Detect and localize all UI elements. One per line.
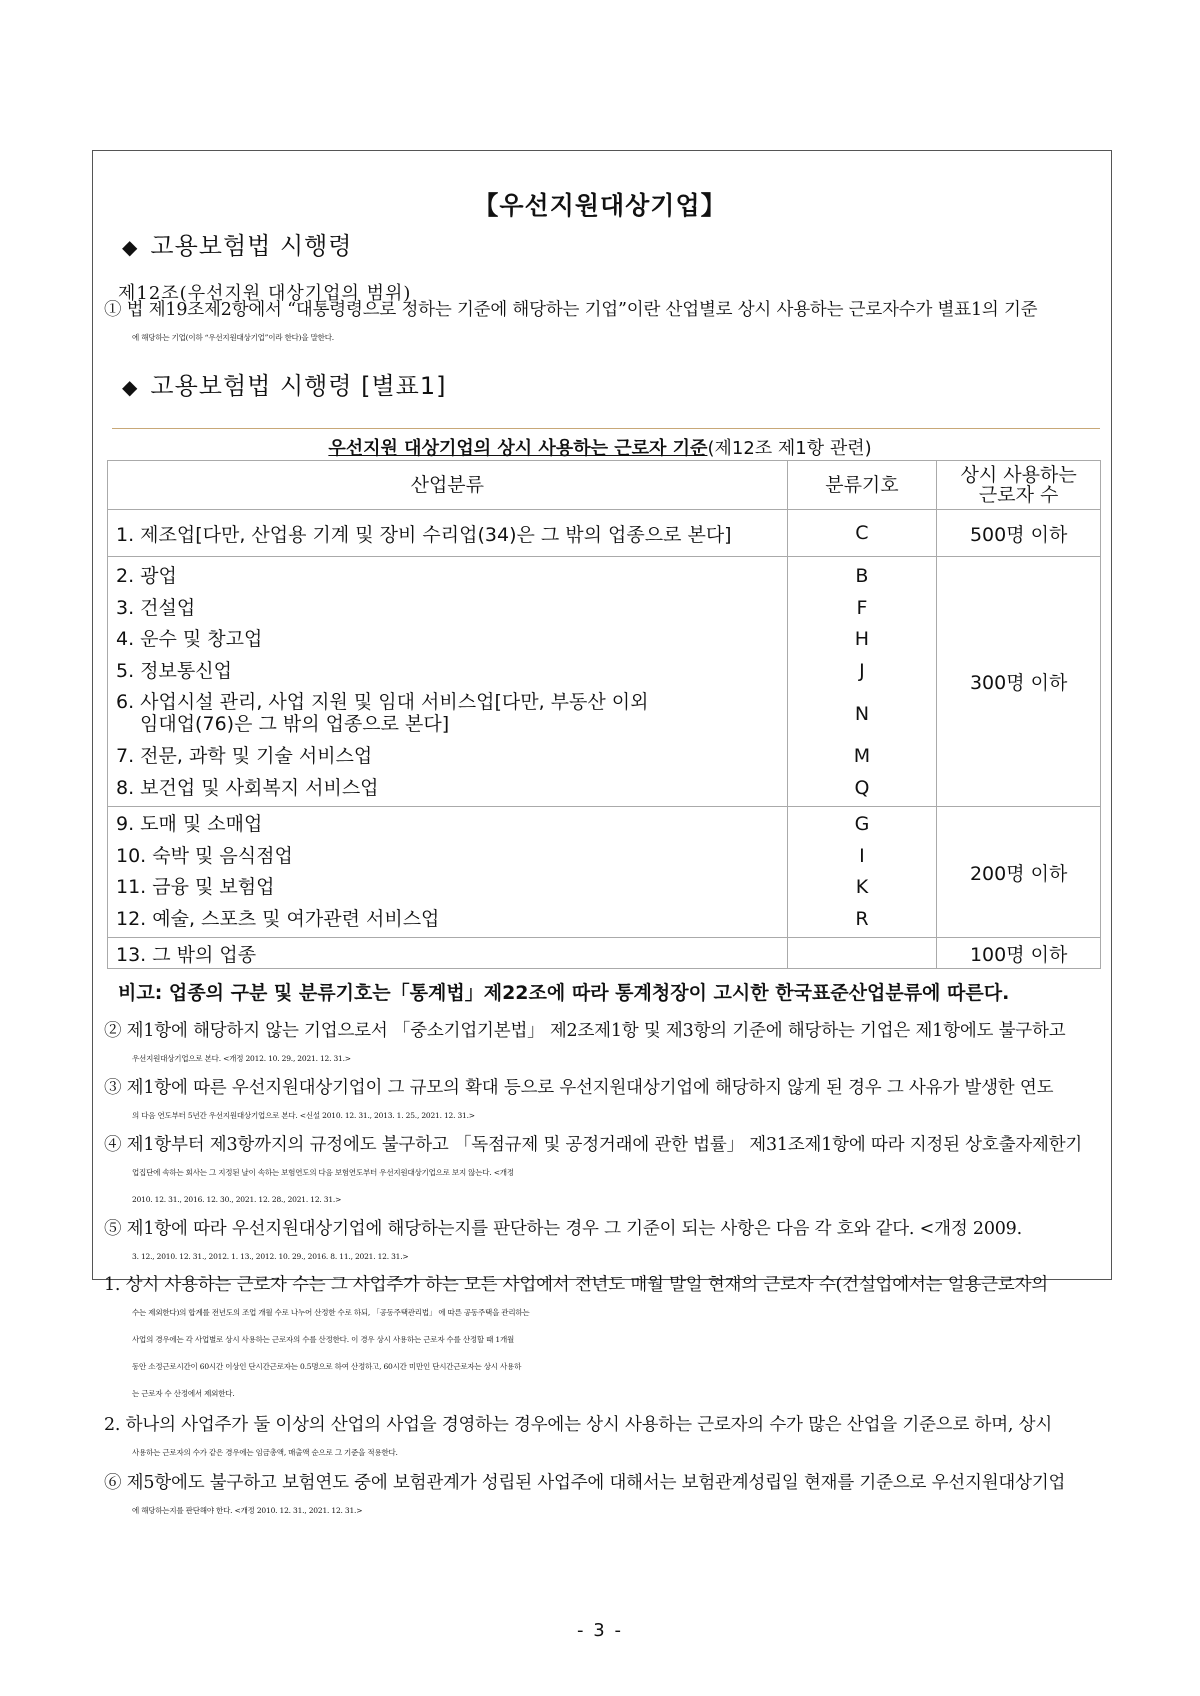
table-header-row bbox=[108, 461, 1101, 510]
section-heading-text: 고용보험법 시행령 bbox=[150, 232, 353, 260]
table-caption-main: 우선지원 대상기업의 상시 사용하는 근로자 기준 bbox=[328, 438, 708, 459]
code-item: H bbox=[854, 628, 870, 650]
industry-item: 3. 건설업 bbox=[116, 596, 196, 619]
paragraph-5-item-2 bbox=[104, 1412, 1104, 1466]
code-item: N bbox=[854, 703, 870, 725]
industry-cell: 1. 제조업[다만, 산업용 기계 및 장비 수리업(34)은 그 밖의 업종으로 본다] bbox=[108, 510, 788, 557]
code-cell bbox=[787, 938, 937, 969]
industry-item: 12. 예술, 스포츠 및 여가관련 서비스업 bbox=[116, 907, 440, 930]
divider bbox=[112, 428, 1100, 429]
paragraph-line: 1. 상시 사용하는 근로자 수는 그 사업주가 하는 모든 사업에서 전년도 매월 말일 현재의 근로자 수(건설업에서는 일용근로자의 bbox=[104, 1275, 1048, 1295]
section-heading-text: 고용보험법 시행령 [별표1] bbox=[150, 372, 447, 400]
paragraph-line: 사업의 경우에는 각 사업별로 상시 사용하는 근로자의 수를 산정한다. 이 경우 상시 사용하는 근로자 수를 산정할 때 1개월 bbox=[132, 1335, 515, 1344]
code-item: G bbox=[854, 813, 870, 835]
table-row bbox=[108, 938, 1101, 969]
code-item: J bbox=[859, 659, 865, 682]
industry-cell-group bbox=[108, 557, 788, 807]
paragraph-1 bbox=[104, 297, 1104, 351]
paragraph-line: 2010. 12. 31., 2016. 12. 30., 2021. 12. 28., 2021. 12. 31.> bbox=[132, 1195, 342, 1204]
paragraph-5-item-1 bbox=[104, 1272, 1104, 1407]
paragraph-2 bbox=[104, 1018, 1104, 1072]
paragraph-3 bbox=[104, 1075, 1104, 1129]
paragraph-line: 우선지원대상기업으로 본다. <개정 2012. 10. 29., 2021. 12. 31.> bbox=[132, 1054, 351, 1063]
code-item: R bbox=[855, 907, 869, 930]
paragraph-line: 2. 하나의 사업주가 둘 이상의 산업의 사업을 경영하는 경우에는 상시 사용하는 근로자의 수가 많은 산업을 기준으로 하며, 상시 bbox=[104, 1415, 1053, 1435]
industry-item: 10. 숙박 및 음식점업 bbox=[116, 844, 293, 867]
table-caption bbox=[0, 434, 1200, 460]
paragraph-line: 3. 12., 2010. 12. 31., 2012. 1. 13., 2012. 10. 29., 2016. 8. 11., 2021. 12. 31.> bbox=[132, 1252, 409, 1261]
page-title: 【우선지원대상기업】 bbox=[473, 191, 727, 220]
code-cell-group bbox=[787, 807, 937, 938]
header-limit: 상시 사용하는 근로자 수 bbox=[937, 461, 1101, 510]
header-industry: 산업분류 bbox=[108, 461, 788, 510]
code-cell-group bbox=[787, 557, 937, 807]
paragraph-6 bbox=[104, 1470, 1104, 1524]
industry-item: 9. 도매 및 소매업 bbox=[116, 813, 263, 835]
paragraph-line: 수는 제외한다)의 합계를 전년도의 조업 개월 수로 나누어 산정한 수로 하되, 「공동주택관리법」 에 따른 공동주택을 관리하는 bbox=[132, 1308, 530, 1317]
table-caption-sub: (제12조 제1항 관련) bbox=[707, 438, 872, 459]
paragraph-line: 사용하는 근로자의 수가 같은 경우에는 임금총액, 매출액 순으로 그 기준을 적용한다. bbox=[132, 1448, 398, 1457]
industry-item-line: 임대업(76)은 그 밖의 업종으로 본다] bbox=[140, 713, 450, 735]
diamond-bullet-icon: ◆ bbox=[122, 235, 139, 259]
paragraph-line: 에 해당하는 기업(이하 “우선지원대상기업”이라 한다)을 말한다. bbox=[132, 333, 334, 342]
industry-item-line: 6. 사업시설 관리, 사업 지원 및 임대 서비스업[다만, 부동산 이외 bbox=[116, 691, 649, 713]
paragraph-line: 에 해당하는지를 판단해야 한다. <개정 2010. 12. 31., 2021. 12. 31.> bbox=[132, 1506, 363, 1515]
limit-cell: 300명 이하 bbox=[937, 557, 1101, 807]
paragraph-line: ⑥ 제5항에도 불구하고 보험연도 중에 보험관계가 성립된 사업주에 대해서는 보험관계성립일 현재를 기준으로 우선지원대상기업 bbox=[104, 1473, 1066, 1493]
paragraph-5 bbox=[104, 1216, 1104, 1270]
table-row bbox=[108, 510, 1101, 557]
employee-criteria-table bbox=[107, 460, 1101, 969]
paragraph-4 bbox=[104, 1132, 1104, 1213]
paragraph-line: 업집단에 속하는 회사는 그 지정된 날이 속하는 보험연도의 다음 보험연도부터 우선지원대상기업으로 보지 않는다. <개정 bbox=[132, 1168, 514, 1177]
table-row bbox=[108, 807, 1101, 938]
header-code: 분류기호 bbox=[787, 461, 937, 510]
diamond-bullet-icon: ◆ bbox=[122, 375, 139, 399]
code-item: K bbox=[855, 876, 869, 898]
code-item: I bbox=[859, 844, 865, 867]
code-item: F bbox=[856, 596, 868, 619]
paragraph-line: ② 제1항에 해당하지 않는 기업으로서 「중소기업기본법」 제2조제1항 및 제3항의 기준에 해당하는 기업은 제1항에도 불구하고 bbox=[104, 1021, 1066, 1041]
industry-item bbox=[116, 687, 779, 741]
code-cell: C bbox=[787, 510, 937, 557]
article-title: 제12조(우선지원 대상기업의 범위) bbox=[118, 283, 412, 304]
page-number: - 3 - bbox=[577, 1620, 623, 1641]
paragraph-line: 의 다음 연도부터 5년간 우선지원대상기업으로 본다. <신설 2010. 12. 31., 2013. 1. 25., 2021. 12. 31.> bbox=[132, 1111, 475, 1120]
paragraph-line: ⑤ 제1항에 따라 우선지원대상기업에 해당하는지를 판단하는 경우 그 기준이 되는 사항은 다음 각 호와 같다. <개정 2009. bbox=[104, 1219, 1022, 1239]
limit-cell: 100명 이하 bbox=[937, 938, 1101, 969]
limit-cell: 200명 이하 bbox=[937, 807, 1101, 938]
table-note: 비고: 업종의 구분 및 분류기호는「통계법」제22조에 따라 통계청장이 고시한 한국표준산업분류에 따른다. bbox=[118, 982, 1010, 1004]
limit-cell: 500명 이하 bbox=[937, 510, 1101, 557]
paragraph-line: 는 근로자 수 산정에서 제외한다. bbox=[132, 1389, 235, 1398]
industry-item: 11. 금융 및 보험업 bbox=[116, 876, 275, 898]
paragraph-line: ③ 제1항에 따른 우선지원대상기업이 그 규모의 확대 등으로 우선지원대상기업에 해당하지 않게 된 경우 그 사유가 발생한 연도 bbox=[104, 1078, 1054, 1098]
code-item: Q bbox=[854, 776, 870, 799]
industry-item: 8. 보건업 및 사회복지 서비스업 bbox=[116, 776, 379, 799]
table-row bbox=[108, 557, 1101, 807]
paragraph-line: ④ 제1항부터 제3항까지의 규정에도 불구하고 「독점규제 및 공정거래에 관한 법률」 제31조제1항에 따라 지정된 상호출자제한기 bbox=[104, 1135, 1083, 1155]
industry-cell-group bbox=[108, 807, 788, 938]
industry-item: 5. 정보통신업 bbox=[116, 659, 232, 682]
industry-item: 2. 광업 bbox=[116, 565, 177, 587]
paragraph-line: 동안 소정근로시간이 60시간 이상인 단시간근로자는 0.5명으로 하여 산정하고, 60시간 미만인 단시간근로자는 상시 사용하 bbox=[132, 1362, 522, 1371]
industry-item: 4. 운수 및 창고업 bbox=[116, 628, 263, 650]
section-heading-appendix bbox=[122, 366, 446, 401]
code-item: M bbox=[853, 745, 871, 767]
industry-item: 7. 전문, 과학 및 기술 서비스업 bbox=[116, 745, 373, 767]
industry-cell: 13. 그 밖의 업종 bbox=[108, 938, 788, 969]
section-heading-enforcement-decree bbox=[122, 226, 353, 261]
code-item: B bbox=[855, 565, 869, 587]
paragraph-line: ① 법 제19조제2항에서 “대통령령으로 정하는 기준에 해당하는 기업”이란 산업별로 상시 사용하는 근로자수가 별표1의 기준 bbox=[104, 300, 1038, 320]
